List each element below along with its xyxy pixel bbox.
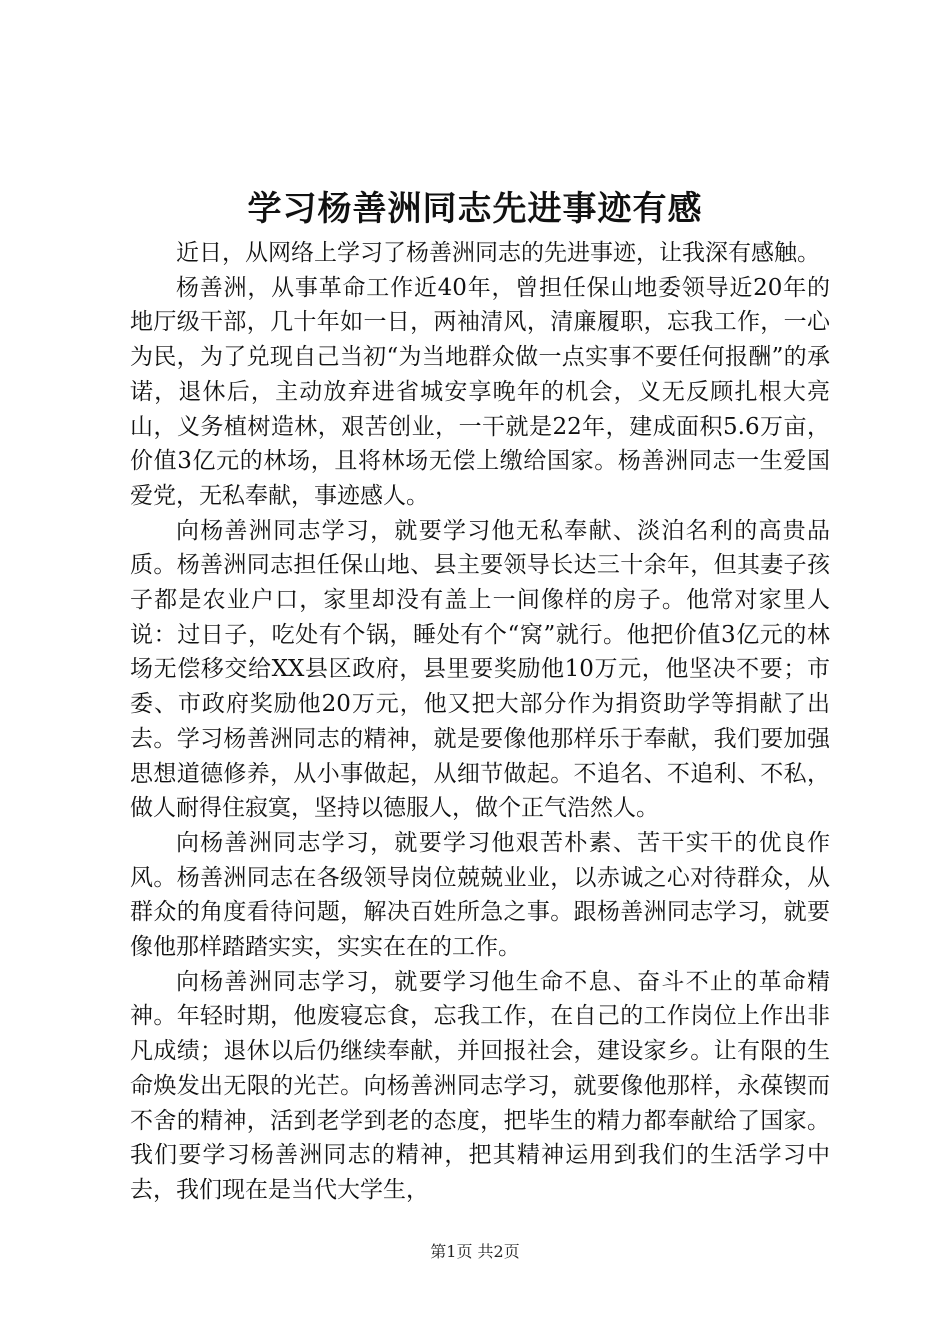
paragraph-dedication: 向杨善洲同志学习，就要学习他无私奉献、淡泊名利的高贵品质。杨善洲同志担任保山地、县主要领导长达三十余年，但其妻子孩子都是农业户口，家里却没有盖上一间像样的房子。他常对家里人说：过日子，吃处有个锅，睡处有个“窝”就行。他把价值3亿元的林场无偿移交给XX县区政府，县里要奖励他10万元，他坚决不要；市委、市政府奖励他20万元，他又把大部分作为捐资助学等捐献了出去。学习杨善洲同志的精神，就是要像他那样乐于奉献，我们要加强思想道德修养，从小事做起，从细节做起。不追名、不追利、不私，做人耐得住寂寞，坚持以德服人，做个正气浩然人。 xyxy=(130,517,830,822)
paragraph-revolutionary-spirit: 向杨善洲同志学习，就要学习他生命不息、奋斗不止的革命精神。年轻时期，他废寝忘食，忘我工作，在自己的工作岗位上作出非凡成绩；退休以后仍继续奉献，并回报社会，建设家乡。让有限的生命焕发出无限的光芒。向杨善洲同志学习，就要像他那样，永葆锲而不舍的精神，活到老学到老的态度，把毕生的精力都奉献给了国家。我们要学习杨善洲同志的精神，把其精神运用到我们的生活学习中去，我们现在是当代大学生， xyxy=(130,968,830,1203)
document-title: 学习杨善洲同志先进事迹有感 xyxy=(247,189,703,229)
paragraph-intro: 近日，从网络上学习了杨善洲同志的先进事迹，让我深有感触。 xyxy=(176,240,820,266)
paragraph-biography: 杨善洲，从事革命工作近40年，曾担任保山地委领导近20年的地厅级干部，几十年如一日，两袖清风，清廉履职，忘我工作，一心为民，为了兑现自己当初“为当地群众做一点实事不要任何报酬”的承诺，退休后，主动放弃进省城安享晚年的机会，义无反顾扎根大亮山，义务植树造林，艰苦创业，一干就是22年，建成面积5.6万亩，价值3亿元的林场，且将林场无偿上缴给国家。杨善洲同志一生爱国爱党，无私奉献，事迹感人。 xyxy=(130,274,830,509)
document-body xyxy=(130,236,830,1208)
page-number-footer: 第1页 共2页 xyxy=(430,1242,520,1261)
paragraph-work-style: 向杨善洲同志学习，就要学习他艰苦朴素、苦干实干的优良作风。杨善洲同志在各级领导岗位兢兢业业，以赤诚之心对待群众，从群众的角度看待问题，解决百姓所急之事。跟杨善洲同志学习，就要像他那样踏踏实实，实实在在的工作。 xyxy=(130,829,830,961)
